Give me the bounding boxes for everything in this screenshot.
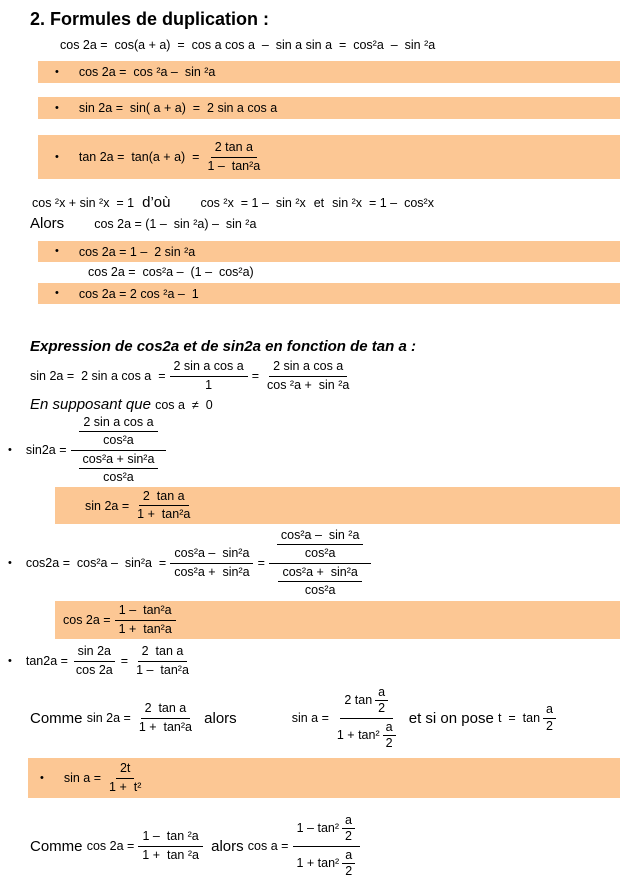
fraction	[72, 644, 117, 678]
half-angle-num-pre: 1 – tan²	[297, 821, 339, 837]
fraction-denominator: cos²a + sin²a	[170, 564, 253, 581]
bullet-marker: •	[55, 246, 59, 257]
assumption-words: En supposant que	[30, 396, 155, 413]
alors-word: alors	[207, 838, 248, 855]
equals-sign: =	[252, 369, 259, 383]
fraction-denominator: cos²a	[301, 545, 340, 562]
comme-sin-line	[30, 687, 620, 749]
fraction-denominator: 2	[383, 736, 396, 752]
highlight-sin-t	[28, 758, 620, 798]
pose-words: et si on pose	[405, 710, 498, 727]
fraction	[105, 761, 145, 795]
fraction-numerator: cos²a – sin ²a	[277, 528, 364, 546]
fraction-numerator: 1 – tan²a	[115, 603, 176, 621]
fraction-numerator: 2 tan a	[211, 140, 257, 158]
half-angle-fraction	[375, 685, 388, 717]
fraction-denominator: 1 + tan ²a	[138, 847, 203, 864]
comme-cos-eq2-pre: cos a =	[248, 839, 289, 853]
cos2a-nested-line	[8, 527, 620, 599]
et-word: et	[314, 196, 324, 210]
sin2a-tan-pre: sin 2a =	[85, 499, 129, 513]
half-angle-fraction	[342, 848, 355, 880]
fraction	[277, 528, 364, 562]
fraction-denominator: cos ²a + sin ²a	[263, 377, 353, 394]
dou-word: d’où	[142, 194, 170, 211]
fraction-numerator	[293, 813, 360, 847]
sin-t-pre: sin a =	[64, 771, 101, 785]
sin2a-nested-line	[8, 415, 620, 485]
page-title: 2. Formules de duplication :	[30, 9, 620, 30]
fraction	[135, 701, 196, 735]
fraction	[203, 140, 264, 174]
fraction-denominator: 1 – tan²a	[132, 662, 193, 679]
alors-line	[30, 215, 620, 232]
section-subheading: Expression de cos2a et de sin2a en fonction de tan a :	[30, 338, 620, 355]
cos2a-nested-pre: cos2a = cos²a – sin²a =	[26, 556, 166, 570]
fraction-denominator: cos²a	[301, 582, 340, 599]
nested-fraction	[71, 415, 167, 487]
comme-cos-line	[30, 815, 620, 877]
highlight-formula-cos2a-sin	[38, 241, 620, 262]
fraction	[263, 359, 353, 393]
fraction-denominator	[333, 719, 401, 752]
sin2a-nested-pre: sin2a =	[26, 443, 67, 457]
comme-sin-eq1-pre: sin 2a =	[87, 711, 131, 725]
fraction	[292, 813, 360, 880]
nested-fraction	[269, 528, 372, 600]
fraction-denominator: 2	[543, 719, 556, 735]
bullet-marker: •	[55, 152, 59, 163]
nested-fraction-numerator	[269, 528, 372, 564]
bullet-marker: •	[55, 67, 59, 78]
alors-word: Alors	[30, 215, 64, 232]
alors-expr: cos 2a = (1 – sin ²a) – sin ²a	[94, 217, 256, 231]
equals-sign: =	[258, 556, 265, 570]
intro-identity-line	[60, 38, 620, 52]
fraction-denominator: cos 2a	[72, 662, 117, 679]
comme-sin-eq2-pre: sin a =	[292, 711, 329, 725]
fraction-denominator: 1 + tan²a	[133, 506, 194, 523]
fraction-denominator: 1 + t²	[105, 779, 145, 796]
fraction-numerator: a	[375, 685, 388, 702]
pyth-right1: cos ²x = 1 – sin ²x	[200, 196, 305, 210]
formula-cos2a-text: cos 2a = cos ²a – sin ²a	[79, 65, 216, 79]
fraction-denominator: 2	[375, 701, 388, 717]
fraction	[278, 565, 361, 599]
half-angle-fraction	[383, 720, 396, 752]
tan2a-pre: tan2a =	[26, 654, 68, 668]
between-line	[88, 265, 620, 279]
fraction-denominator	[292, 847, 360, 880]
fraction-numerator: 2 sin a cos a	[269, 359, 347, 377]
fraction-numerator: sin 2a	[74, 644, 115, 662]
bullet-marker: •	[8, 656, 12, 667]
pose-eq-pre: t = tan	[498, 711, 540, 725]
fraction	[333, 685, 401, 753]
pyth-right2: sin ²x = 1 – cos²x	[332, 196, 434, 210]
formula-sin2a-text: sin 2a = sin( a + a) = 2 sin a cos a	[79, 101, 277, 115]
highlight-formula-cos2a-cos	[38, 283, 620, 304]
bullet-marker: •	[55, 103, 59, 114]
fraction	[79, 415, 157, 449]
fraction-numerator: cos²a + sin²a	[79, 452, 159, 470]
bullet-marker: •	[40, 773, 44, 784]
fraction-numerator: 2 tan a	[139, 489, 189, 507]
assumption-line	[30, 396, 620, 413]
comme-cos-eq1-pre: cos 2a =	[87, 839, 135, 853]
bullet-marker: •	[55, 288, 59, 299]
document-page	[0, 9, 620, 869]
highlight-formula-tan2a	[38, 135, 620, 179]
nested-fraction-denominator	[270, 564, 369, 599]
pyth-left: cos ²x + sin ²x = 1	[32, 196, 134, 210]
highlight-cos2a-tan	[55, 601, 620, 639]
nested-fraction-denominator	[71, 451, 167, 486]
fraction-denominator: 1 – tan²a	[203, 158, 264, 175]
comme-word: Comme	[30, 838, 87, 855]
half-angle-den-pre: 1 + tan²	[296, 856, 339, 872]
fraction-denominator: cos²a	[99, 469, 138, 486]
fraction	[132, 644, 193, 678]
fraction	[170, 546, 253, 580]
half-angle-den-pre: 1 + tan²	[337, 728, 380, 744]
tan2a-line	[8, 642, 620, 680]
fraction-numerator: 2 sin a cos a	[79, 415, 157, 433]
fraction-denominator: 2	[342, 864, 355, 880]
highlight-formula-sin2a	[38, 97, 620, 119]
fraction-denominator: 2	[342, 829, 355, 845]
half-angle-fraction	[342, 813, 355, 845]
fraction	[138, 829, 203, 863]
fraction	[133, 489, 194, 523]
fraction-numerator	[340, 685, 393, 719]
bullet-marker: •	[8, 558, 12, 569]
fraction-denominator: 1 + tan²a	[135, 719, 196, 736]
fraction-denominator: 1 + tan²a	[115, 621, 176, 638]
sin2a-expansion-line	[30, 359, 620, 393]
fraction-numerator: cos²a – sin²a	[170, 546, 253, 564]
fraction-denominator: 1	[201, 377, 216, 394]
fraction-numerator: 1 – tan ²a	[138, 829, 202, 847]
half-angle-fraction	[543, 702, 556, 734]
comme-word: Comme	[30, 710, 87, 727]
bullet-marker: •	[8, 445, 12, 456]
fraction-numerator: 2 tan a	[141, 701, 191, 719]
highlight-formula-cos2a	[38, 61, 620, 83]
formula-tan2a-pre: tan 2a = tan(a + a) =	[79, 150, 200, 164]
fraction-denominator: cos²a	[99, 432, 138, 449]
formula-cos2a-cos-text: cos 2a = 2 cos ²a – 1	[79, 287, 199, 301]
fraction	[115, 603, 176, 637]
fraction-numerator: 2t	[116, 761, 134, 779]
fraction-numerator: 2 sin a cos a	[170, 359, 248, 377]
pythagorean-line	[32, 194, 620, 211]
highlight-sin2a-tan	[55, 487, 620, 524]
sin2a-expansion-pre: sin 2a = 2 sin a cos a =	[30, 369, 166, 383]
fraction-numerator: cos²a + sin²a	[278, 565, 361, 583]
nested-fraction-numerator	[71, 415, 165, 451]
fraction-numerator: a	[543, 702, 556, 719]
fraction-numerator: a	[342, 813, 355, 830]
equals-sign: =	[121, 654, 128, 668]
half-angle-num-pre: 2 tan	[344, 693, 372, 709]
formula-cos2a-sin-text: cos 2a = 1 – 2 sin ²a	[79, 245, 195, 259]
fraction	[170, 359, 248, 393]
fraction-numerator: a	[383, 720, 396, 737]
cos2a-tan-pre: cos 2a =	[63, 613, 111, 627]
fraction-numerator: 2 tan a	[138, 644, 188, 662]
fraction	[79, 452, 159, 486]
between-text: cos 2a = cos²a – (1 – cos²a)	[88, 265, 254, 279]
intro-identity-text: cos 2a = cos(a + a) = cos a cos a – sin a sin a = cos²a – sin ²a	[60, 38, 435, 52]
assumption-math: cos a ≠ 0	[155, 398, 213, 412]
fraction-numerator: a	[342, 848, 355, 865]
alors-word: alors	[200, 710, 237, 727]
